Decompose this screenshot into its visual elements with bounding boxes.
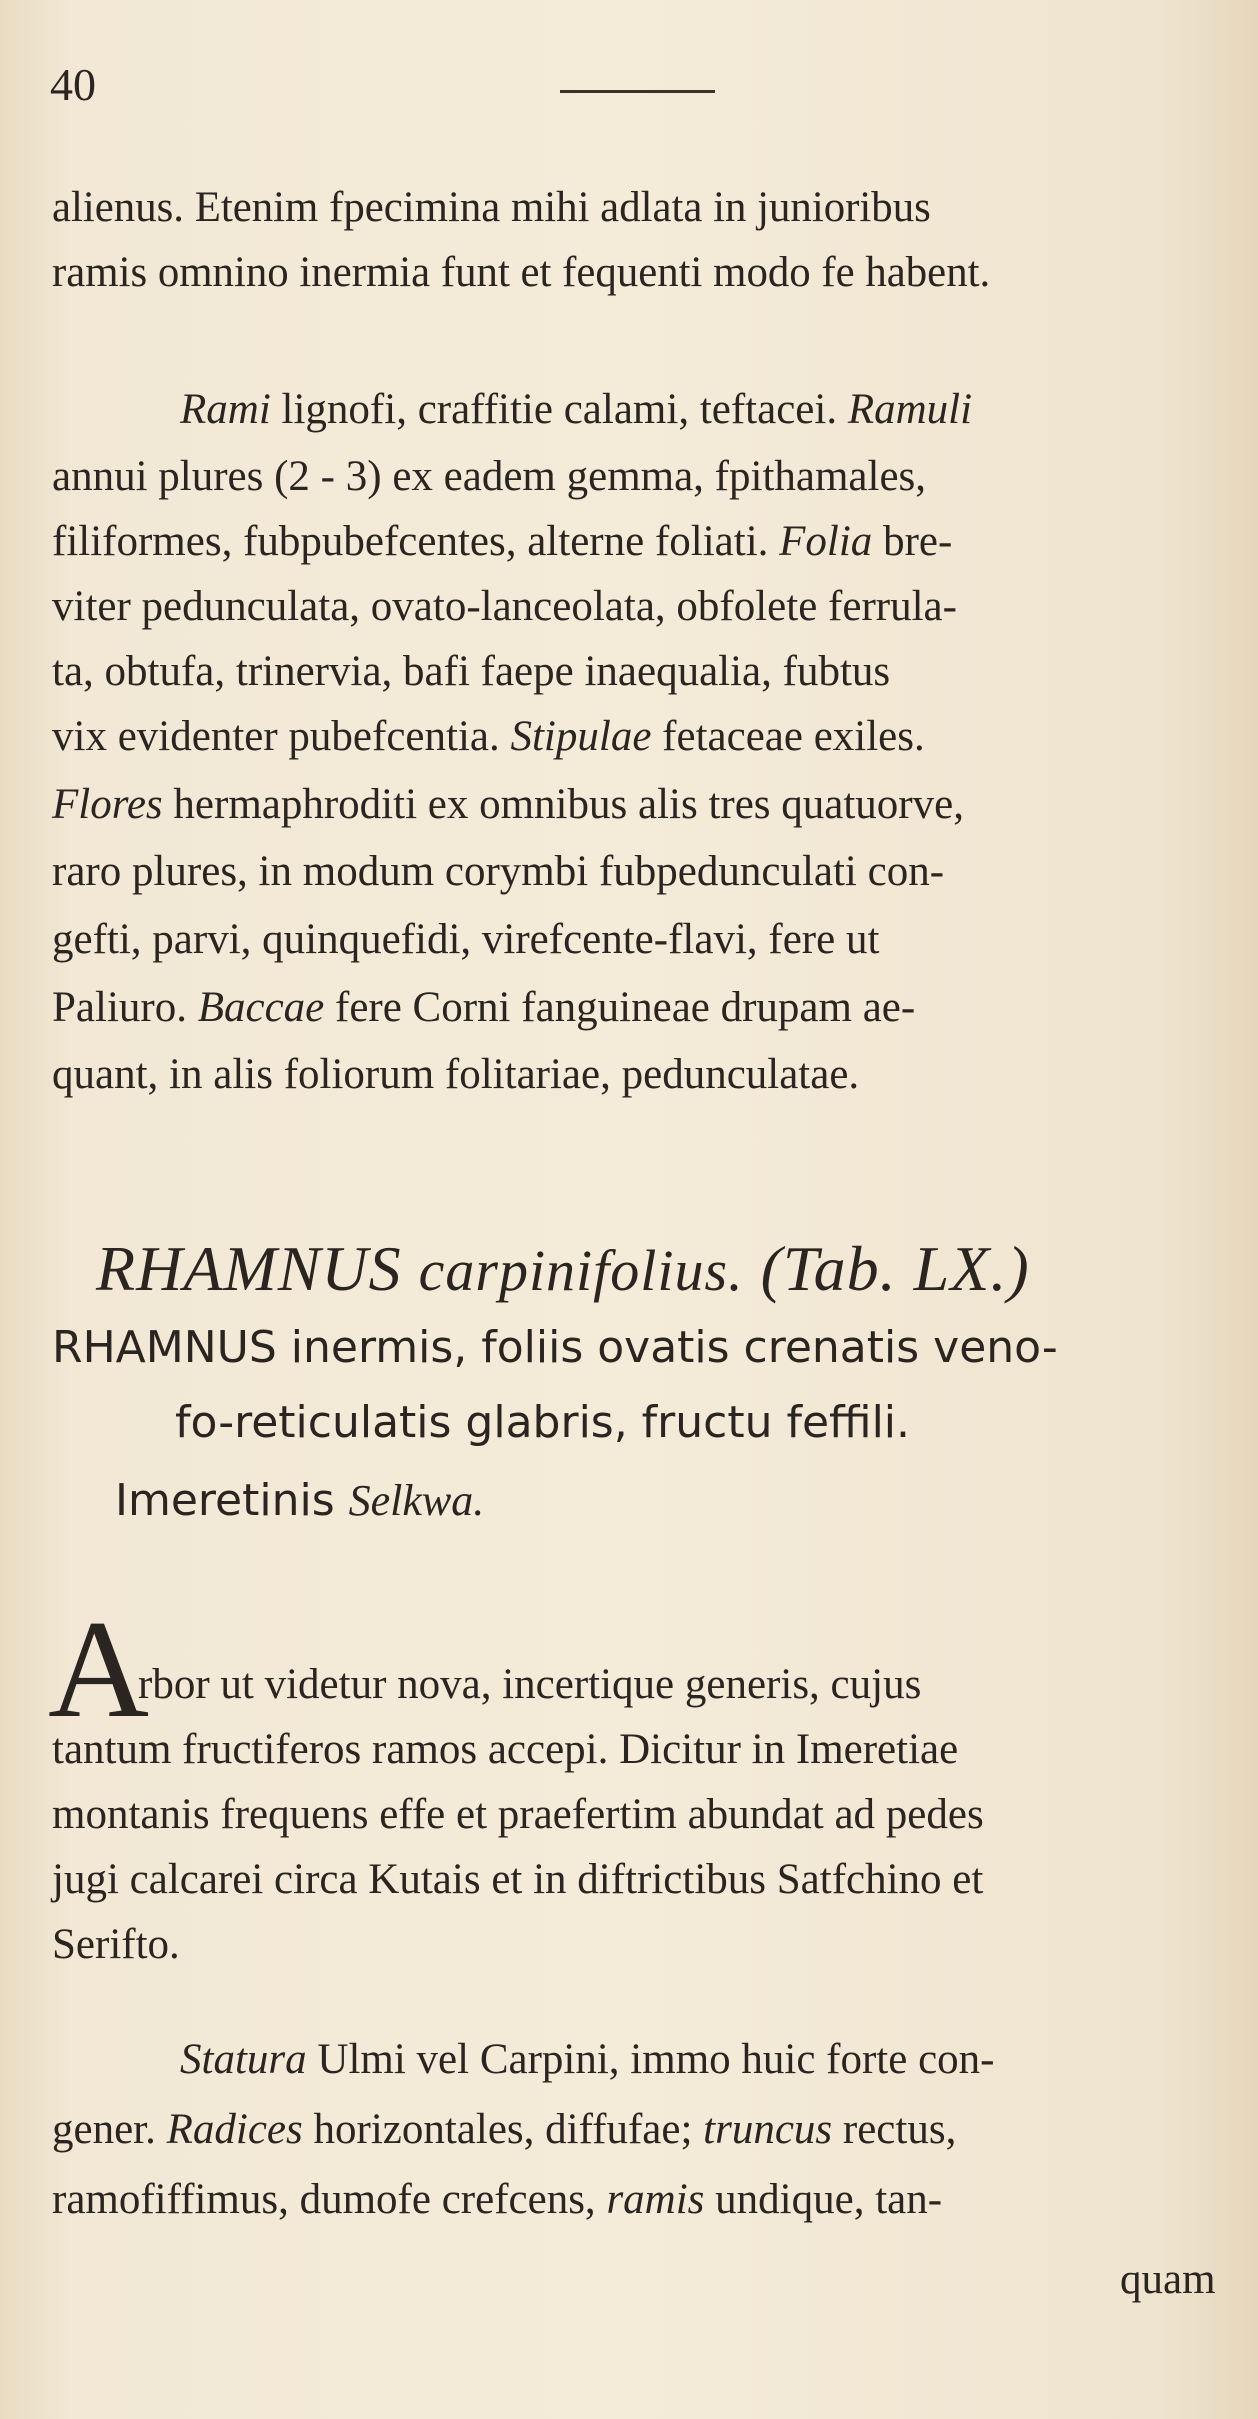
text-line: Serifto. (52, 1921, 180, 1968)
text-line: filiformes, fubpubefcentes, alterne foliati. Folia bre- (52, 518, 953, 565)
genus-name: RHAMNUS (96, 1233, 402, 1304)
text-line: alienus. Etenim fpecimina mihi adlata in junioribus (52, 184, 931, 231)
italic-term: truncus (703, 2106, 833, 2153)
diagnosis-line: RHAMNUS inermis, foliis ovatis crenatis veno- (52, 1322, 1058, 1373)
diagnosis-line: fo-reticulatis glabris, fructu feffili. (175, 1397, 911, 1448)
species-epithet: carpinifolius. (418, 1238, 744, 1303)
italic-term: Stipulae (510, 713, 652, 760)
italic-term: Folia (779, 518, 873, 565)
italic-term: Ramuli (847, 386, 973, 433)
text-line: montanis frequens effe et praefertim abundat ad pedes (52, 1791, 984, 1838)
italic-term: Rami (180, 386, 271, 433)
text-line: quant, in alis foliorum folitariae, pedunculatae. (52, 1051, 860, 1098)
text-line: Rami lignofi, craffitie calami, teftacei. Ramuli (180, 386, 973, 433)
catchword: quam (1120, 2256, 1216, 2303)
text-line: gener. Radices horizontales, diffufae; truncus rectus, (52, 2106, 957, 2153)
text-line: gefti, parvi, quinquefidi, virefcente-flavi, fere ut (52, 916, 880, 963)
text-line: jugi calcarei circa Kutais et in diftrictibus Satfchino et (52, 1856, 984, 1903)
text-line: ta, obtufa, trinervia, bafi faepe inaequalia, fubtus (52, 648, 891, 695)
drop-cap: A (48, 1592, 150, 1747)
text-line: Statura Ulmi vel Carpini, immo huic forte con- (180, 2036, 995, 2083)
text-line: viter pedunculata, ovato-lanceolata, obfolete ferrula- (52, 583, 957, 630)
text-line: tantum fructiferos ramos accepi. Dicitur in Imeretiae (52, 1726, 959, 1773)
text-line: annui plures (2 - 3) ex eadem gemma, fpithamales, (52, 453, 927, 500)
page-number: 40 (50, 59, 96, 110)
text-line: Flores hermaphroditi ex omnibus alis tres quatuorve, (52, 781, 964, 828)
text-line: ramis omnino inermia funt et fequenti modo fe habent. (52, 249, 991, 296)
vernacular-name: Selkwa. (348, 1476, 485, 1525)
text-line: rbor ut videtur nova, incertique generis, cujus (138, 1661, 922, 1708)
italic-term: ramis (606, 2176, 705, 2223)
text-line: vix evidenter pubefcentia. Stipulae fetaceae exiles. (52, 713, 925, 760)
italic-term: Flores (52, 781, 163, 828)
italic-term: Statura (180, 2036, 307, 2083)
header-rule (560, 90, 715, 93)
text-line: Paliuro. Baccae fere Corni fanguineae drupam ae- (52, 984, 916, 1031)
italic-term: Radices (166, 2106, 303, 2153)
italic-term: Baccae (197, 984, 325, 1031)
plate-reference: (Tab. LX.) (760, 1233, 1030, 1304)
text-line: raro plures, in modum corymbi fubpedunculati con- (52, 848, 945, 895)
vernacular-line: Imeretinis Selkwa. (115, 1475, 485, 1526)
text-line: ramofiffimus, dumofe crefcens, ramis undique, tan- (52, 2176, 943, 2223)
species-heading (96, 1232, 1030, 1308)
